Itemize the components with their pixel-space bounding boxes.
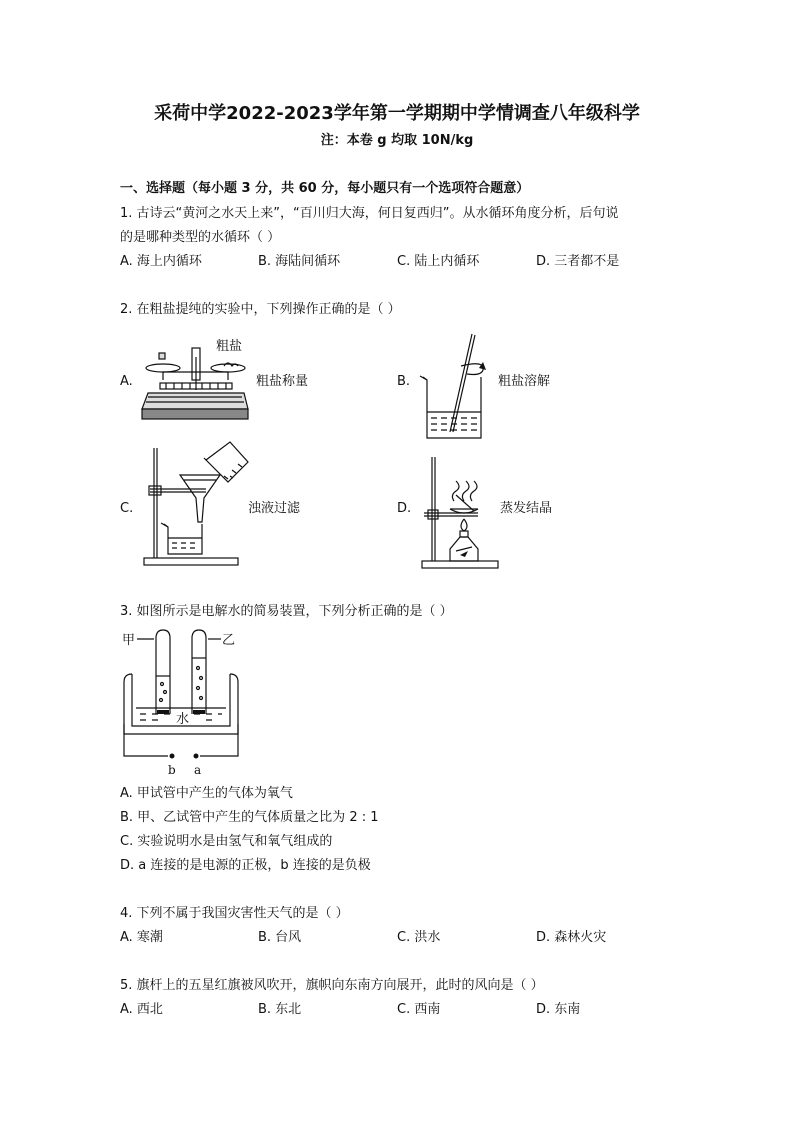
q2-option-c-caption: 浊液过滤 (248, 501, 301, 516)
q4-stem: 4. 下列不属于我国灾害性天气的是（ ） (120, 906, 349, 921)
q2-stem: 2. 在粗盐提纯的实验中，下列操作正确的是（ ） (120, 302, 401, 317)
q2-option-c-letter: C. (120, 501, 134, 516)
electrolysis-figure (120, 624, 245, 779)
q4-option-a: A. 寒潮 (120, 930, 163, 945)
tube-left-label: 甲 (122, 633, 136, 648)
filtration-figure (140, 440, 252, 568)
q2-option-d-caption: 蒸发结晶 (500, 501, 553, 516)
q4-option-b: B. 台风 (258, 930, 302, 945)
q2-option-a-letter: A. (120, 374, 133, 389)
terminal-b-label: b (168, 763, 176, 777)
terminal-a-label: a (194, 763, 202, 777)
q3-option-d: D. a 连接的是电源的正极，b 连接的是负极 (120, 858, 371, 873)
q2-option-b-caption: 粗盐溶解 (498, 374, 551, 389)
beaker-stirring-figure (415, 332, 495, 442)
q2-option-d-letter: D. (397, 501, 412, 516)
q1-stem-line1: 1. 古诗云“黄河之水天上来”，“百川归大海，何日复西归”。从水循环角度分析，后句说 (120, 206, 619, 221)
q3-option-a: A. 甲试管中产生的气体为氧气 (120, 786, 293, 801)
page-title: 采荷中学2022-2023学年第一学期期中学情调查八年级科学 (154, 103, 640, 124)
coarse-salt-label: 粗盐 (216, 339, 243, 354)
q2-option-b-letter: B. (397, 374, 411, 389)
section-heading: 一、选择题（每小题 3 分，共 60 分，每小题只有一个选项符合题意） (120, 181, 530, 196)
q5-stem: 5. 旗杆上的五星红旗被风吹开，旗帜向东南方向展开，此时的风向是（ ） (120, 978, 544, 993)
balance-scale-figure (138, 335, 250, 435)
q3-option-c: C. 实验说明水是由氢气和氧气组成的 (120, 834, 333, 849)
q5-option-d: D. 东南 (536, 1002, 581, 1017)
water-label: 水 (176, 712, 190, 727)
page-subtitle: 注：本卷 g 均取 10N/kg (320, 133, 474, 148)
q3-stem: 3. 如图所示是电解水的简易装置，下列分析正确的是（ ） (120, 604, 453, 619)
q5-option-c: C. 西南 (397, 1002, 441, 1017)
q1-option-a: A. 海上内循环 (120, 254, 202, 269)
q4-option-c: C. 洪水 (397, 930, 441, 945)
q1-option-d: D. 三者都不是 (536, 254, 620, 269)
tube-right-label: 乙 (222, 633, 236, 648)
q4-option-d: D. 森林火灾 (536, 930, 607, 945)
evaporation-figure (420, 455, 502, 570)
q1-stem-line2: 的是哪种类型的水循环（ ） (120, 230, 281, 245)
q3-option-b: B. 甲、乙试管中产生的气体质量之比为 2 : 1 (120, 810, 379, 825)
q2-option-a-caption: 粗盐称量 (256, 374, 309, 389)
q5-option-b: B. 东北 (258, 1002, 302, 1017)
q5-option-a: A. 西北 (120, 1002, 163, 1017)
q1-option-b: B. 海陆间循环 (258, 254, 341, 269)
q1-option-c: C. 陆上内循环 (397, 254, 480, 269)
